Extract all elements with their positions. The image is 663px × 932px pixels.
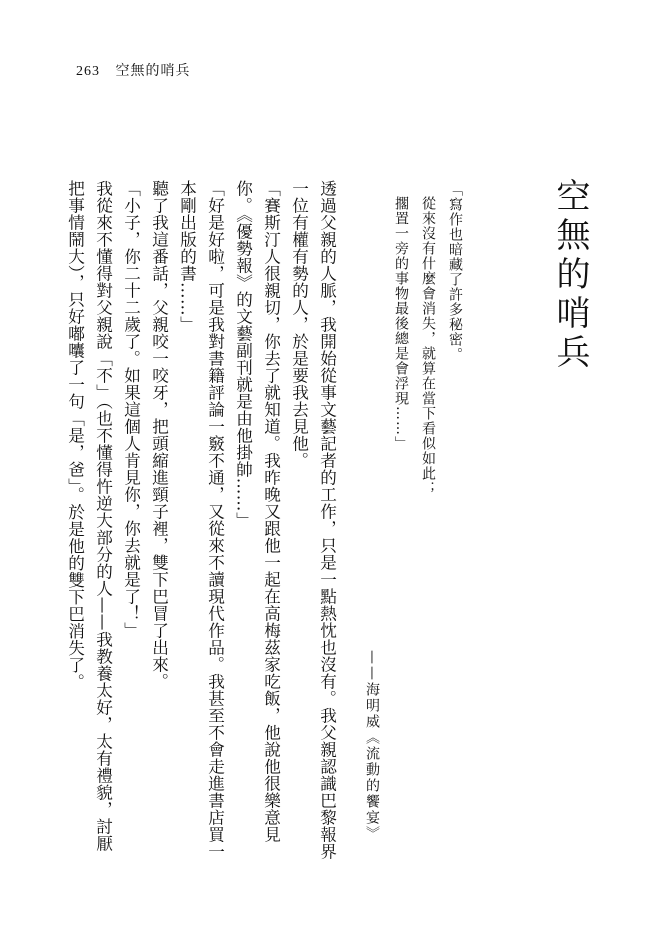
body-line-6: 本剛出版的書……」 [177,180,197,333]
body-line-1: 透過父親的人脈，我開始從事文藝記者的工作，只是一點熱忱也沒有。我父親認識巴黎報界 [317,180,337,860]
body-line-2: 一位有權有勢的人，於是要我去見他。 [289,180,309,469]
chapter-title: 空無的哨兵 [550,178,590,373]
page-number: 263 [76,64,100,79]
body-line-7: 聽了我這番話，父親咬一咬牙，把頭縮進頸子裡，雙下巴冒了出來。 [149,180,169,690]
epigraph-line-1: 「寫作也暗藏了許多秘密。 [447,182,463,362]
body-line-10: 把事情鬧大），只好嘟囔了一句「是，爸」。於是他的雙下巴消失了。 [65,180,85,691]
epigraph-line-2: 從來沒有什麼會消失，就算在當下看似如此； [420,196,436,496]
body-line-8: 「小子，你二十二歲了。如果這個人肯見你，你去就是了！」 [121,180,141,639]
running-header [76,60,190,80]
epigraph-attribution: ——海明威《流動的饗宴》 [364,650,380,842]
body-line-4: 你。《優勢報》的文藝副刊就是由他掛帥……」 [233,180,253,529]
body-line-9: 我從來不懂得對父親說「不」（也不懂得忤逆大部分的人——我教養太好，太有禮貌，討厭 [93,180,113,852]
body-line-5: 「好是好啦，可是我對書籍評論一竅不通，又從來不讀現代作品。我甚至不會走進書店買一 [205,180,225,860]
epigraph-line-3: 擱置一旁的事物最後總是會浮現……」 [393,196,409,451]
body-line-3: 「賽斯汀人很親切，你去了就知道。我昨晚又跟他一起在高梅茲家吃飯，他說他很樂意見 [261,180,281,843]
running-title: 空無的哨兵 [115,63,191,79]
